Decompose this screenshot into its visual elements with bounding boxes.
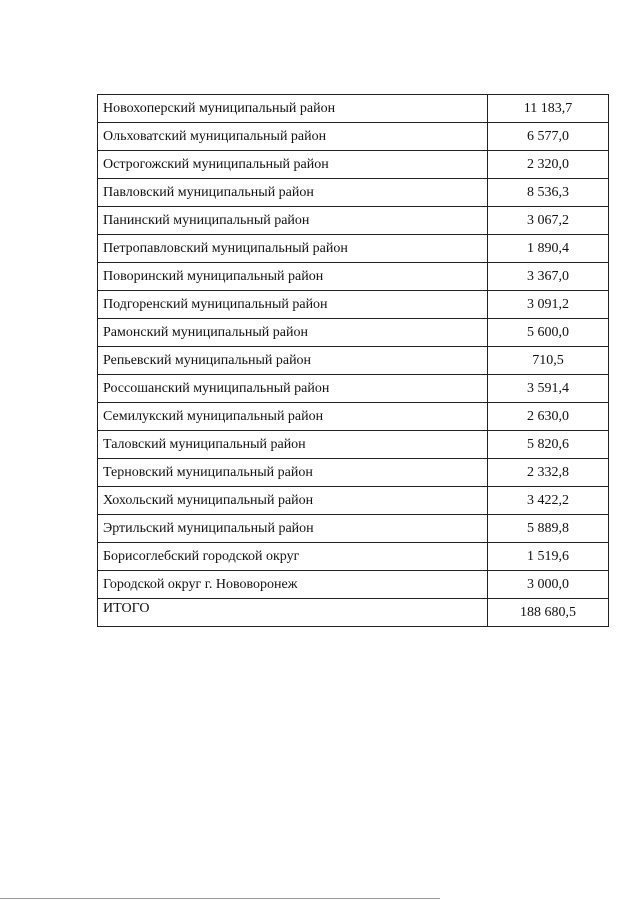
municipality-name-cell: Павловский муниципальный район [98, 179, 488, 207]
municipality-name-cell: Репьевский муниципальный район [98, 347, 488, 375]
amount-cell: 2 332,8 [488, 459, 609, 487]
total-label-cell: ИТОГО [98, 599, 488, 627]
table-row [98, 403, 609, 431]
table-row [98, 459, 609, 487]
amount-cell: 11 183,7 [488, 95, 609, 123]
municipality-name-cell: Семилукский муниципальный район [98, 403, 488, 431]
table-row [98, 95, 609, 123]
municipality-name-cell: Борисоглебский городской округ [98, 543, 488, 571]
table-row [98, 431, 609, 459]
municipality-name-cell: Городской округ г. Нововоронеж [98, 571, 488, 599]
municipality-name-cell: Петропавловский муниципальный район [98, 235, 488, 263]
table-row [98, 571, 609, 599]
total-row [98, 599, 609, 627]
allocation-table-body [98, 95, 609, 627]
municipality-name-cell: Россошанский муниципальный район [98, 375, 488, 403]
scan-edge-line [0, 898, 440, 899]
amount-cell: 3 367,0 [488, 263, 609, 291]
amount-cell: 3 000,0 [488, 571, 609, 599]
municipality-name-cell: Острогожский муниципальный район [98, 151, 488, 179]
amount-cell: 6 577,0 [488, 123, 609, 151]
amount-cell: 8 536,3 [488, 179, 609, 207]
municipality-name-cell: Ольховатский муниципальный район [98, 123, 488, 151]
table-row [98, 263, 609, 291]
amount-cell: 3 091,2 [488, 291, 609, 319]
table-row [98, 319, 609, 347]
municipality-name-cell: Хохольский муниципальный район [98, 487, 488, 515]
amount-cell: 1 519,6 [488, 543, 609, 571]
table-row [98, 291, 609, 319]
amount-cell: 3 422,2 [488, 487, 609, 515]
table-row [98, 375, 609, 403]
amount-cell: 5 820,6 [488, 431, 609, 459]
table-row [98, 235, 609, 263]
municipality-name-cell: Терновский муниципальный район [98, 459, 488, 487]
amount-cell: 1 890,4 [488, 235, 609, 263]
amount-cell: 2 630,0 [488, 403, 609, 431]
amount-cell: 2 320,0 [488, 151, 609, 179]
municipality-name-cell: Поворинский муниципальный район [98, 263, 488, 291]
table-row [98, 179, 609, 207]
amount-cell: 3 591,4 [488, 375, 609, 403]
table-row [98, 487, 609, 515]
municipality-name-cell: Эртильский муниципальный район [98, 515, 488, 543]
municipality-name-cell: Новохоперский муниципальный район [98, 95, 488, 123]
amount-cell: 3 067,2 [488, 207, 609, 235]
municipality-name-cell: Подгоренский муниципальный район [98, 291, 488, 319]
municipality-name-cell: Рамонский муниципальный район [98, 319, 488, 347]
table-row [98, 347, 609, 375]
municipality-name-cell: Таловский муниципальный район [98, 431, 488, 459]
total-amount-cell: 188 680,5 [488, 599, 609, 627]
amount-cell: 5 889,8 [488, 515, 609, 543]
table-row [98, 123, 609, 151]
municipality-name-cell: Панинский муниципальный район [98, 207, 488, 235]
table-row [98, 515, 609, 543]
amount-cell: 5 600,0 [488, 319, 609, 347]
table-row [98, 543, 609, 571]
amount-cell: 710,5 [488, 347, 609, 375]
table-row [98, 151, 609, 179]
table-row [98, 207, 609, 235]
allocation-table [97, 94, 609, 627]
